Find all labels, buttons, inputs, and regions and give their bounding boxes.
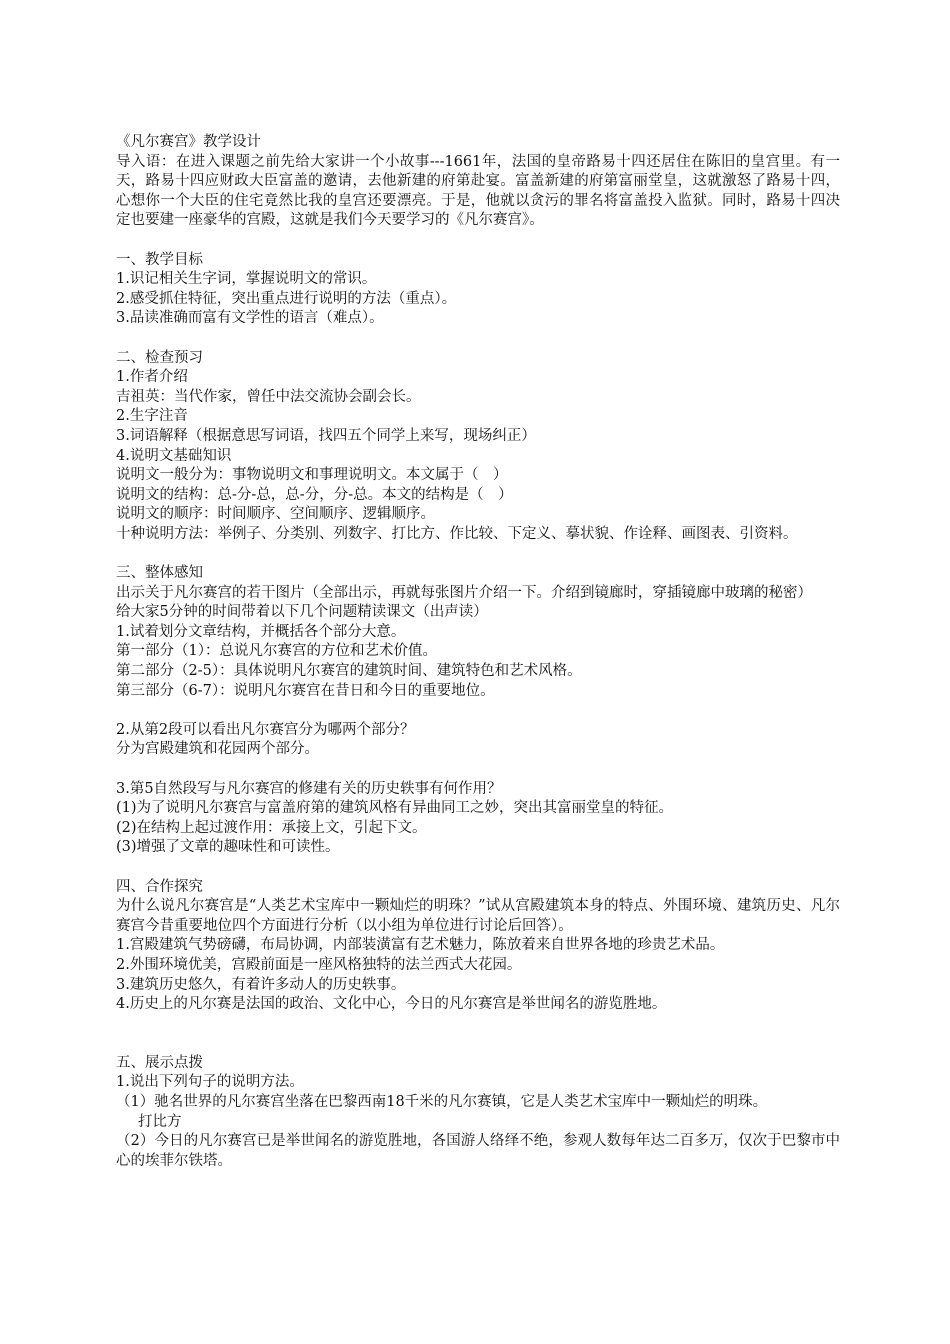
list-item: 1.识记相关生字词，掌握说明文的常识。: [116, 271, 377, 288]
text-line: 吉祖英：当代作家，曾任中法交流协会副会长。: [116, 388, 421, 405]
text-line: 给大家5分钟的时间带着以下几个问题精读课文（出声读）: [116, 604, 488, 621]
text-line: 1.宫殿建筑气势磅礴，布局协调，内部装潢富有艺术魅力，陈放着来自世界各地的珍贵艺术品。: [116, 937, 725, 954]
text-line: 4.说明文基础知识: [116, 447, 232, 464]
section-heading: 一、教学目标: [116, 251, 203, 268]
text-line: 1.试着划分文章结构，并概括各个部分大意。: [116, 623, 406, 640]
answer-line: (2)在结构上起过渡作用：承接上文，引起下文。: [116, 819, 427, 836]
text-line: 出示关于凡尔赛宫的若干图片（全部出示，再就每张图片介绍一下。介绍到镜廊时，穿插镜廊中玻璃的秘密）: [116, 584, 812, 601]
text-line: 2.生字注音: [116, 408, 188, 425]
text-line: 4.历史上的凡尔赛是法国的政治、文化中心，今日的凡尔赛宫是举世闻名的游览胜地。: [116, 996, 667, 1013]
text-line: 3.建筑历史悠久，有着许多动人的历史轶事。: [116, 976, 406, 993]
text-line: 第三部分（6-7）：说明凡尔赛宫在昔日和今日的重要地位。: [116, 682, 495, 699]
text-line: 3.词语解释（根据意思写词语，找四五个同学上来写，现场纠正）: [116, 427, 536, 444]
question-line: 2.从第2段可以看出凡尔赛宫分为哪两个部分？: [116, 721, 415, 738]
section-heading: 三、整体感知: [116, 565, 203, 582]
section-heading: 四、合作探究: [116, 878, 203, 895]
text-line: 十种说明方法：举例子、分类别、列数字、打比方、作比较、下定义、摹状貌、作诠释、画图表、引资料。: [116, 525, 798, 542]
section-heading: 二、检查预习: [116, 349, 203, 366]
text-line: 第一部分（1）：总说凡尔赛宫的方位和艺术价值。: [116, 643, 437, 660]
text-line: 说明文的结构：总-分-总，总-分，分-总。本文的结构是（ ）: [116, 486, 513, 503]
text-line: （1）驰名世界的凡尔赛宫坐落在巴黎西南18千米的凡尔赛镇，它是人类艺术宝库中一颗灿烂的明珠。: [116, 1093, 768, 1110]
text-line: 为什么说凡尔赛宫是“人类艺术宝库中一颗灿烂的明珠？”试从宫殿建筑本身的特点、外围环境、建筑历史、凡尔赛宫今昔重要地位四个方面进行分析（以小组为单位进行讨论后回答）。: [116, 898, 840, 934]
answer-line: (1)为了说明凡尔赛宫与富盖府第的建筑风格有异曲同工之妙，突出其富丽堂皇的特征。: [116, 800, 674, 817]
intro-paragraph: 导入语：在进入课题之前先给大家讲一个小故事---1661年，法国的皇帝路易十四还居住在陈旧的皇宫里。有一天，路易十四应财政大臣富盖的邀请，去他新建的府第赴宴。富盖新建的府第富丽堂皇，这就激怒了路易十四，心想你一个大臣的住宅竟然比我的皇宫还要漂亮。于是，他就以贪污的罪名将富盖投入监狱。同时，路易十四决定也要建一座豪华的宫殿，这就是我们今天要学习的《凡尔赛宫》。: [116, 153, 840, 229]
text-line: 第二部分（2-5）：具体说明凡尔赛宫的建筑时间、建筑特色和艺术风格。: [116, 663, 582, 680]
document-page: [116, 133, 840, 1171]
question-line: 3.第5自然段写与凡尔赛宫的修建有关的历史轶事有何作用？: [116, 780, 502, 797]
list-item: 2.感受抓住特征，突出重点进行说明的方法（重点）。: [116, 290, 457, 307]
text-line: 1.作者介绍: [116, 369, 188, 386]
text-line: 说明文一般分为：事物说明文和事理说明文。本文属于（ ）: [116, 467, 508, 484]
text-line: 说明文的顺序：时间顺序、空间顺序、逻辑顺序。: [116, 506, 435, 523]
answer-line: (3)增强了文章的趣味性和可读性。: [116, 839, 340, 856]
answer-line: 打比方: [138, 1113, 182, 1130]
text-line: 1.说出下列句子的说明方法。: [116, 1074, 304, 1091]
answer-line: 分为宫殿建筑和花园两个部分。: [116, 741, 319, 758]
text-line: 2.外围环境优美，宫殿前面是一座风格独特的法兰西式大花园。: [116, 956, 522, 973]
text-line: （2）今日的凡尔赛宫已是举世闻名的游览胜地，各国游人络绎不绝，参观人数每年达二百多万，仅次于巴黎市中心的埃菲尔铁塔。: [116, 1133, 840, 1169]
section-heading: 五、展示点拨: [116, 1054, 203, 1071]
document-title: 《凡尔赛宫》教学设计: [116, 134, 261, 150]
list-item: 3.品读准确而富有文学性的语言（难点）。: [116, 310, 384, 327]
